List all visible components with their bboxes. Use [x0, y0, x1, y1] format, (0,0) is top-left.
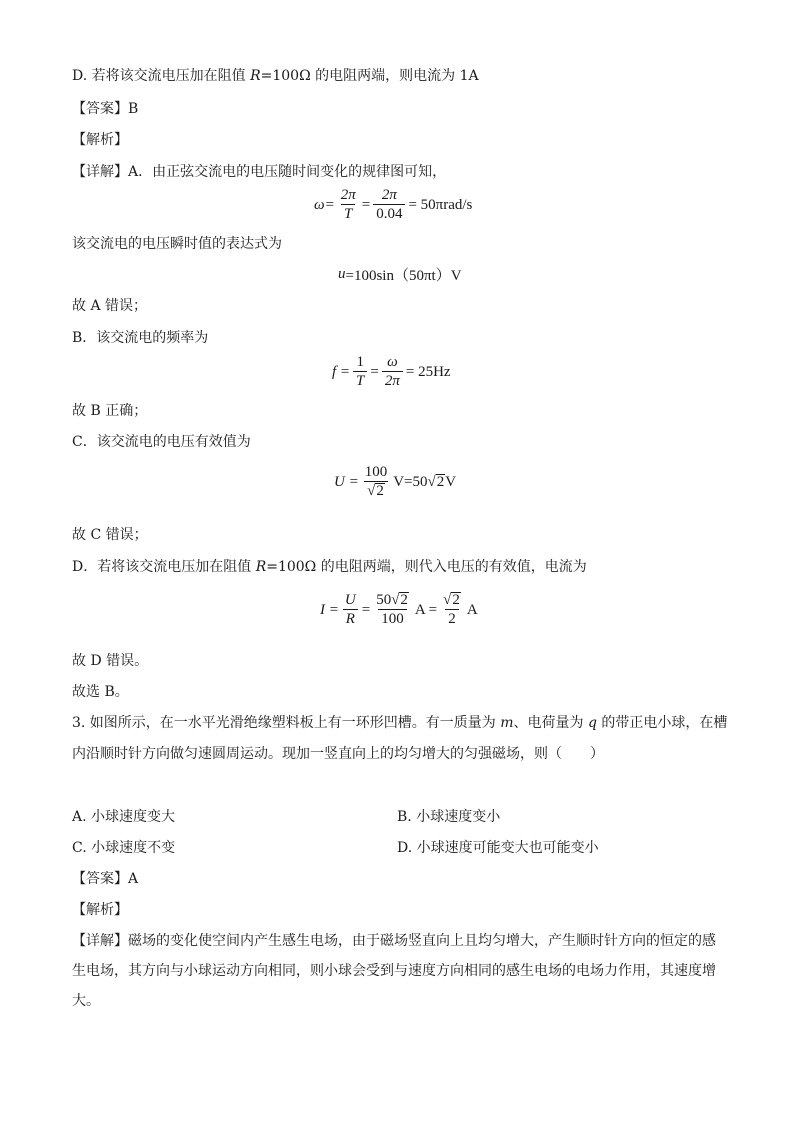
choose-b: 故选 B。	[72, 684, 129, 700]
f-fraction-1	[353, 354, 367, 390]
I-f2-sqrt: √ 2	[391, 592, 408, 608]
option-c: C. 小球速度不变	[72, 840, 176, 856]
I-f3-den: 2	[445, 609, 459, 628]
f-fraction-2	[382, 354, 403, 390]
detail-q3: 【详解】磁场的变化使空间内产生感生电场，由于磁场竖直向上且均匀增大，产生顺时针方向的恒定的感生电场，其方向与小球运动方向相同，则小球会受到与速度方向相同的感生电场的电场力作用，其速度增大。	[72, 933, 716, 1009]
c-conclusion: 故 C 错误；	[72, 527, 148, 543]
q3-m: m	[500, 715, 514, 731]
omega-f1-num: 2π	[340, 187, 356, 203]
I-f2-num-pre: 50	[376, 592, 392, 608]
option-a: A. 小球速度变大	[72, 809, 176, 825]
analysis-label-2: 【解析】	[72, 902, 128, 918]
d-intro	[72, 557, 587, 577]
option-d: D. 小球速度可能变大也可能变小	[397, 840, 599, 856]
current-equation	[320, 592, 478, 628]
I-f3-sqrt: √ 2	[443, 592, 460, 608]
I-f1-num: U	[344, 592, 356, 608]
U-fraction	[362, 464, 391, 500]
f-f2-num: ω	[387, 354, 398, 370]
b-intro: B．该交流电的频率为	[72, 330, 209, 346]
option-d-prefix: D. 若将该交流电压加在阻值	[72, 68, 251, 84]
option-d-text	[72, 66, 479, 86]
U-unit: V	[445, 473, 457, 490]
a-conclusion: 故 A 错误；	[72, 298, 148, 314]
d-intro-suffix: =100Ω 的电阻两端，则代入电压的有效值，电流为	[266, 559, 587, 575]
u-symbol: u	[338, 266, 346, 282]
omega-fraction-2	[373, 187, 405, 223]
q3-q: q	[588, 715, 597, 731]
u-equation	[338, 264, 462, 285]
f-f2-den: 2π	[382, 371, 403, 390]
q3-suffix: 的带正电小球，在槽	[596, 715, 728, 731]
I-f3-num-rad: 2	[452, 592, 460, 608]
question-3-line-1	[72, 713, 727, 733]
I-eq: =	[361, 601, 371, 618]
U-mid: V=50	[393, 473, 428, 490]
d-intro-prefix: D．若将该交流电压加在阻值	[72, 559, 256, 575]
analysis-label-1: 【解析】	[72, 132, 128, 148]
c-intro: C．该交流电的电压有效值为	[72, 434, 251, 450]
I-f1-den: R	[343, 609, 358, 628]
U-den-sqrt: √ 2	[367, 483, 384, 499]
I-fraction-1	[342, 592, 359, 628]
I-mid: A =	[414, 601, 438, 618]
question-3-line-2: 内沿顺时针方向做匀速圆周运动。现加一竖直向上的均匀增大的匀强磁场，则（ ）	[72, 746, 604, 762]
d-intro-r: R	[255, 559, 267, 575]
I-f2-num-rad: 2	[400, 592, 408, 608]
detail-a: 【详解】A．由正弦交流电的电压随时间变化的规律图可知，	[72, 164, 447, 180]
I-unit: A	[466, 601, 478, 618]
u-expression: =100sin（50πt）V	[345, 268, 462, 284]
U-lhs: U =	[334, 473, 359, 490]
f-f1-num: 1	[356, 354, 364, 370]
f-lhs: f =	[332, 363, 351, 380]
U-sqrt: √ 2	[427, 474, 445, 490]
omega-equation	[314, 187, 472, 223]
f-f1-den: T	[353, 371, 367, 390]
expression-intro: 该交流电的电压瞬时值的表达式为	[72, 236, 282, 252]
answer-label-1: 【答案】B	[72, 101, 139, 117]
option-d-suffix: =100Ω 的电阻两端，则电流为 1A	[260, 68, 479, 84]
f-eq: =	[370, 363, 379, 380]
omega-eq: =	[361, 196, 371, 213]
option-d-r: R	[250, 68, 261, 84]
U-den: 2	[376, 483, 384, 499]
q3-mid: 、电荷量为	[513, 715, 588, 731]
omega-fraction-1	[338, 187, 359, 223]
U-rad: 2	[436, 474, 445, 490]
effective-voltage-equation	[334, 464, 456, 500]
U-num: 100	[364, 464, 388, 480]
d-conclusion: 故 D 错误。	[72, 653, 149, 669]
f-rhs: = 25Hz	[405, 363, 451, 380]
omega-f2-num: 2π	[381, 187, 397, 203]
q3-prefix: 3. 如图所示，在一水平光滑绝缘塑料板上有一环形凹槽。有一质量为	[72, 715, 501, 731]
answer-label-2: 【答案】A	[72, 871, 139, 887]
frequency-equation	[332, 354, 451, 390]
omega-lhs: ω=	[314, 196, 335, 213]
I-fraction-2	[373, 592, 412, 628]
I-fraction-3	[440, 592, 464, 628]
I-lhs: I =	[320, 601, 339, 618]
option-b: B. 小球速度变小	[397, 809, 501, 825]
omega-f1-den: T	[341, 204, 355, 223]
b-conclusion: 故 B 正确；	[72, 403, 148, 419]
I-f2-den: 100	[378, 609, 407, 628]
omega-rhs: = 50πrad/s	[408, 196, 473, 213]
omega-f2-den: 0.04	[373, 204, 405, 223]
